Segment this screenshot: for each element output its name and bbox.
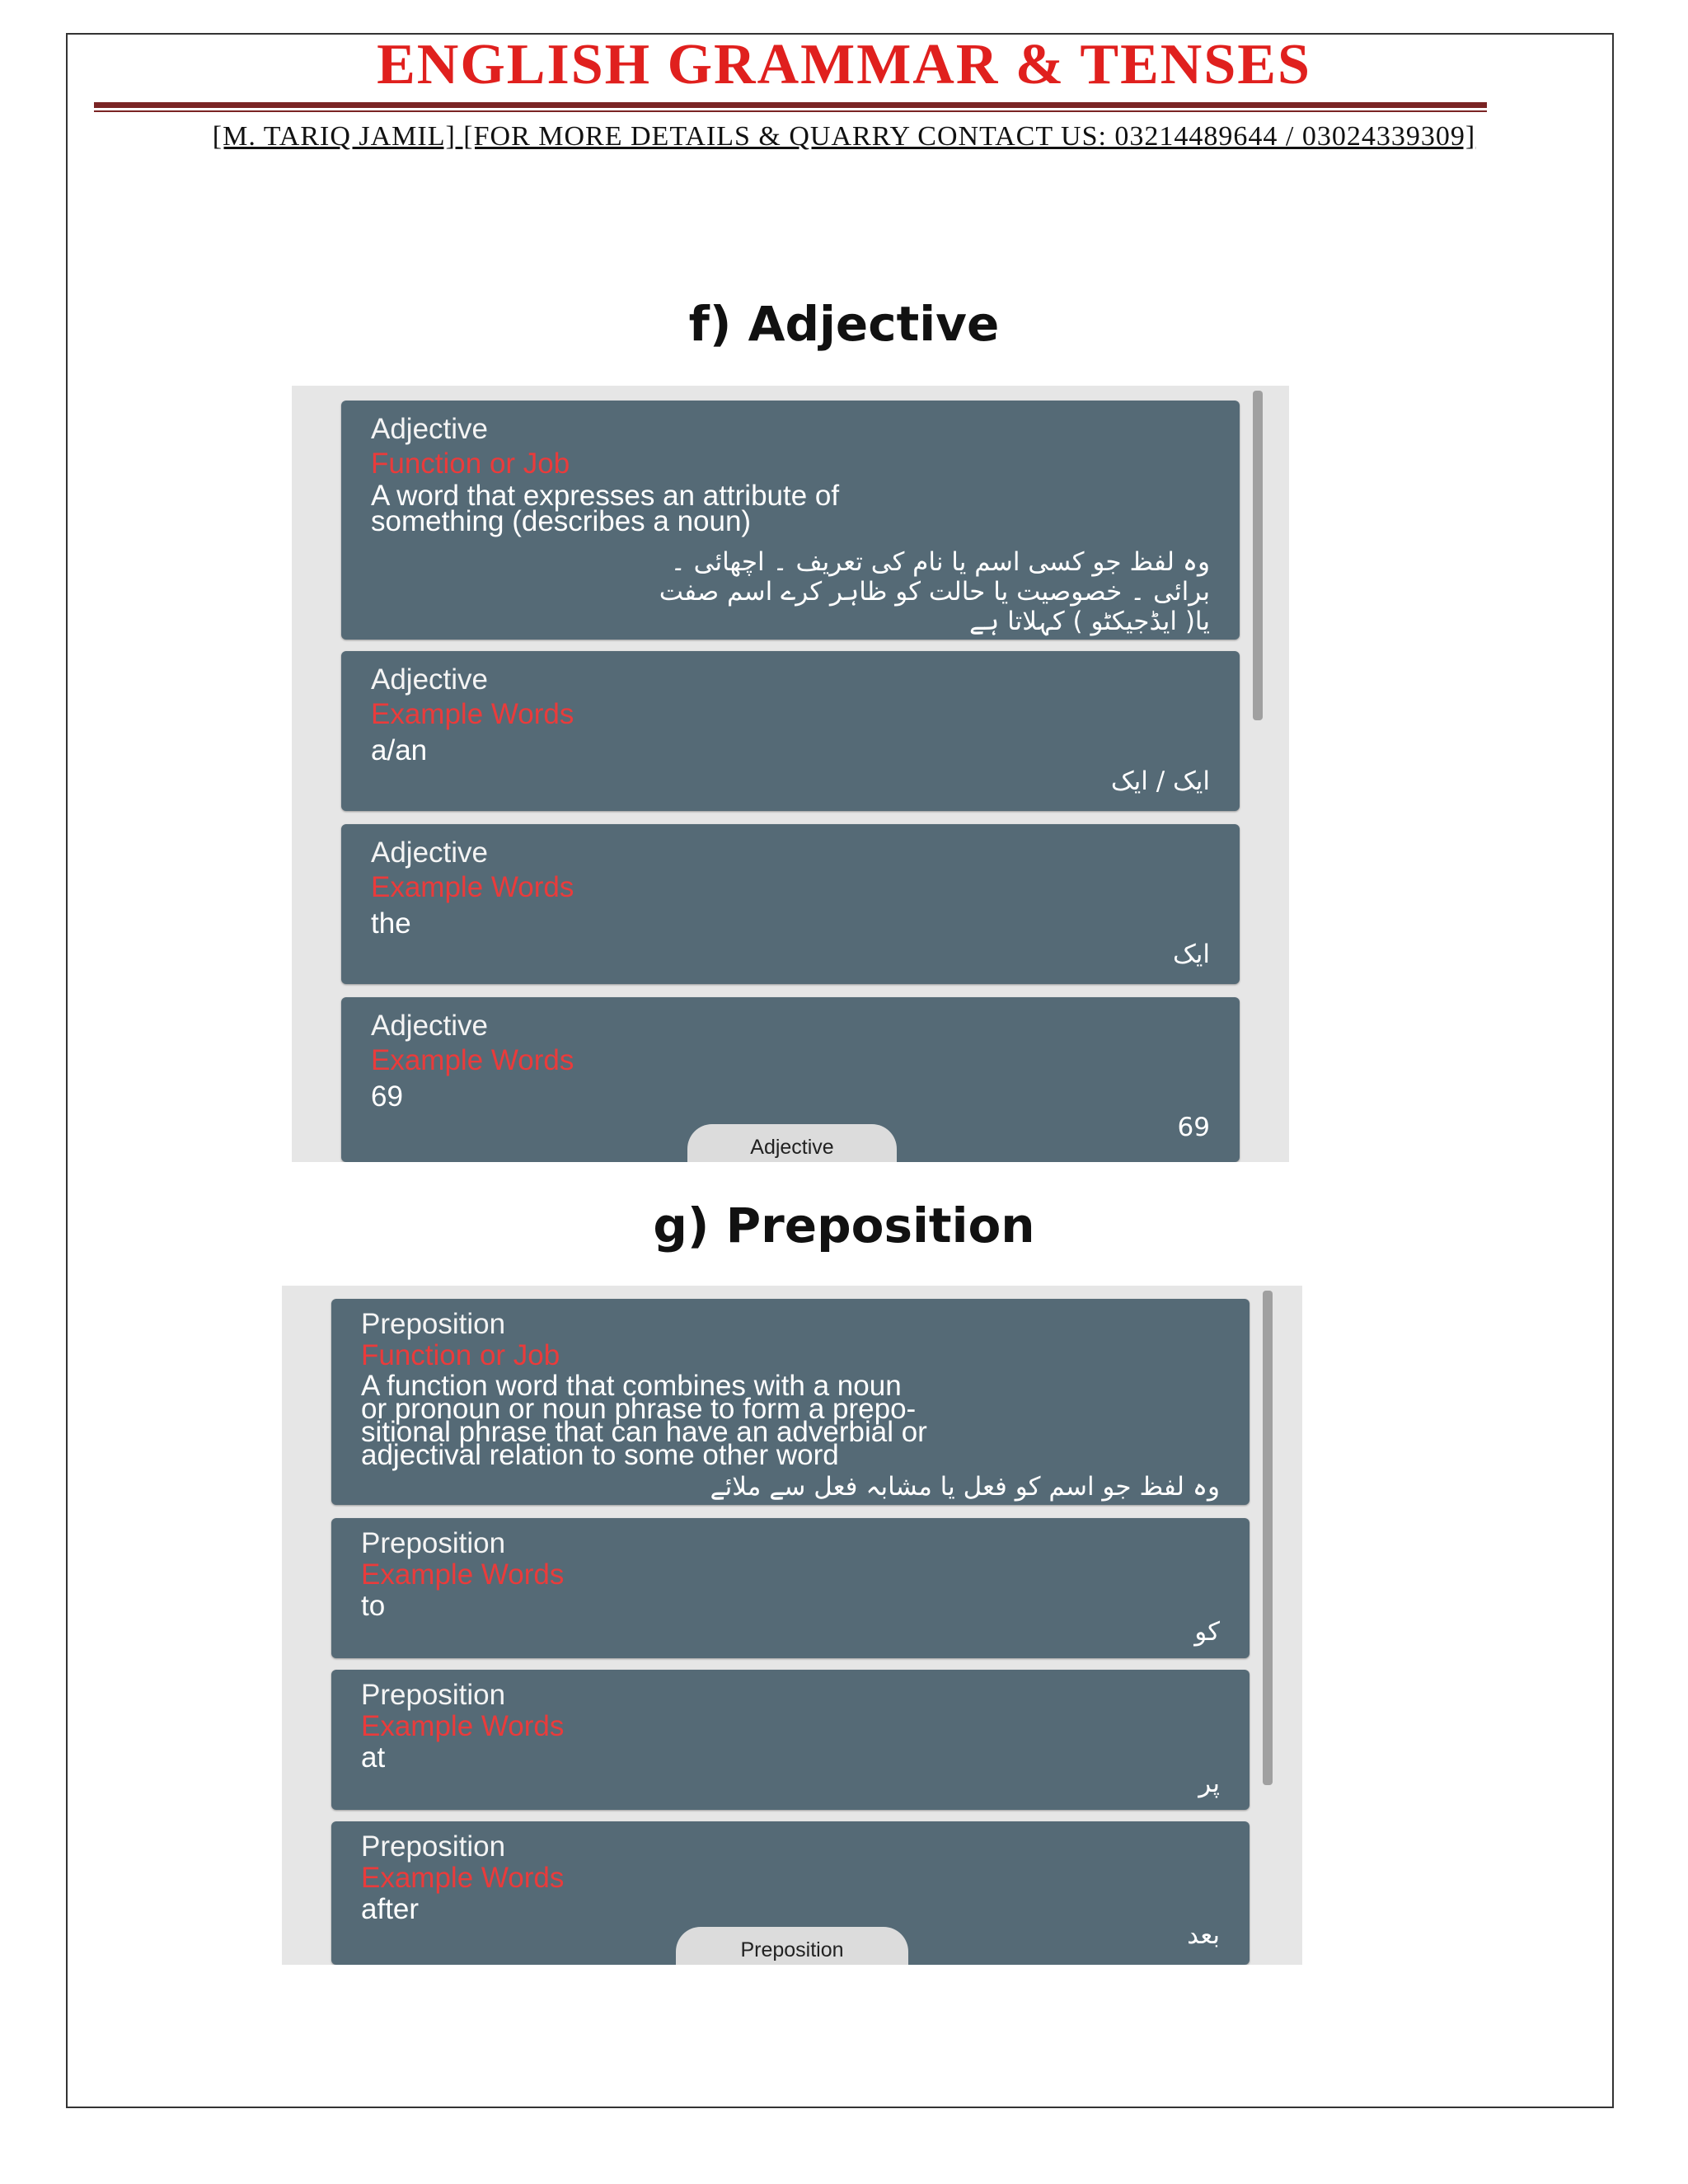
card-preposition-example[interactable] (331, 1518, 1250, 1658)
preposition-screenshot (282, 1286, 1302, 1965)
card-urdu-text: ایک (1173, 940, 1210, 969)
card-urdu-text: پر (1198, 1769, 1220, 1798)
contact-line: [M. TARIQ JAMIL] [FOR MORE DETAILS & QUARRY CONTACT US: 03214489644 / 03024339309] (212, 121, 1476, 152)
title-underline (94, 102, 1487, 108)
card-category: Preposition (361, 1308, 506, 1340)
card-urdu-text: ایک / ایک (1110, 766, 1210, 796)
card-preposition-function[interactable] (331, 1299, 1250, 1505)
card-word: 69 (371, 1080, 403, 1113)
card-word: the (371, 907, 411, 940)
card-label: Example Words (371, 871, 574, 903)
card-label: Example Words (361, 1558, 565, 1591)
card-word: a/an (371, 734, 428, 766)
card-label: Example Words (361, 1862, 565, 1894)
card-definition: A function word that combines with a noun or pronoun or noun phrase to form a prepo- sitional phrase that can have an adverbial or adjectival relation to some other word (361, 1370, 927, 1471)
section-heading-preposition: g) Preposition (653, 1197, 1035, 1254)
card-word: after (361, 1893, 420, 1925)
card-category: Preposition (361, 1830, 506, 1863)
card-definition: A word that expresses an attribute of something (describes a noun) (371, 480, 840, 537)
card-preposition-example[interactable] (331, 1670, 1250, 1810)
card-label: Example Words (361, 1710, 565, 1742)
card-word: at (361, 1741, 386, 1774)
card-urdu-text: وہ لفظ جو کسی اسم یا نام کی تعریف ۔ اچھائی ۔ برائی ۔ خصوصیت یا حالت کو ظاہر کرے اسم صفت یا( ایڈجیکٹو ) کہلاتا ہے (659, 547, 1210, 636)
card-label: Function or Job (361, 1339, 560, 1371)
card-urdu-text: وہ لفظ جو اسم کو فعل یا مشابہ فعل سے ملائے (710, 1472, 1220, 1502)
card-adjective-example[interactable] (341, 651, 1240, 811)
card-category: Adjective (371, 837, 489, 869)
document-title: ENGLISH GRAMMAR & TENSES (377, 33, 1311, 96)
card-label: Example Words (371, 698, 574, 730)
title-underline-thin (94, 110, 1487, 112)
scrollbar[interactable] (1263, 1291, 1273, 1785)
preposition-tab[interactable]: Preposition (676, 1927, 908, 1965)
card-category: Preposition (361, 1679, 506, 1711)
adjective-screenshot (292, 386, 1289, 1162)
card-urdu-text: بعد (1187, 1920, 1220, 1950)
scrollbar[interactable] (1253, 391, 1263, 720)
card-category: Adjective (371, 663, 489, 696)
card-word: to (361, 1590, 386, 1622)
card-category: Adjective (371, 1010, 489, 1042)
card-urdu-text: کو (1194, 1617, 1220, 1647)
card-adjective-example[interactable] (341, 824, 1240, 984)
card-urdu-text: 69 (1177, 1113, 1210, 1142)
card-category: Adjective (371, 413, 489, 445)
card-label: Function or Job (371, 448, 570, 480)
card-adjective-function[interactable] (341, 401, 1240, 640)
section-heading-adjective: f) Adjective (688, 296, 1000, 352)
adjective-tab[interactable]: Adjective (687, 1124, 897, 1162)
card-category: Preposition (361, 1527, 506, 1559)
card-label: Example Words (371, 1044, 574, 1076)
